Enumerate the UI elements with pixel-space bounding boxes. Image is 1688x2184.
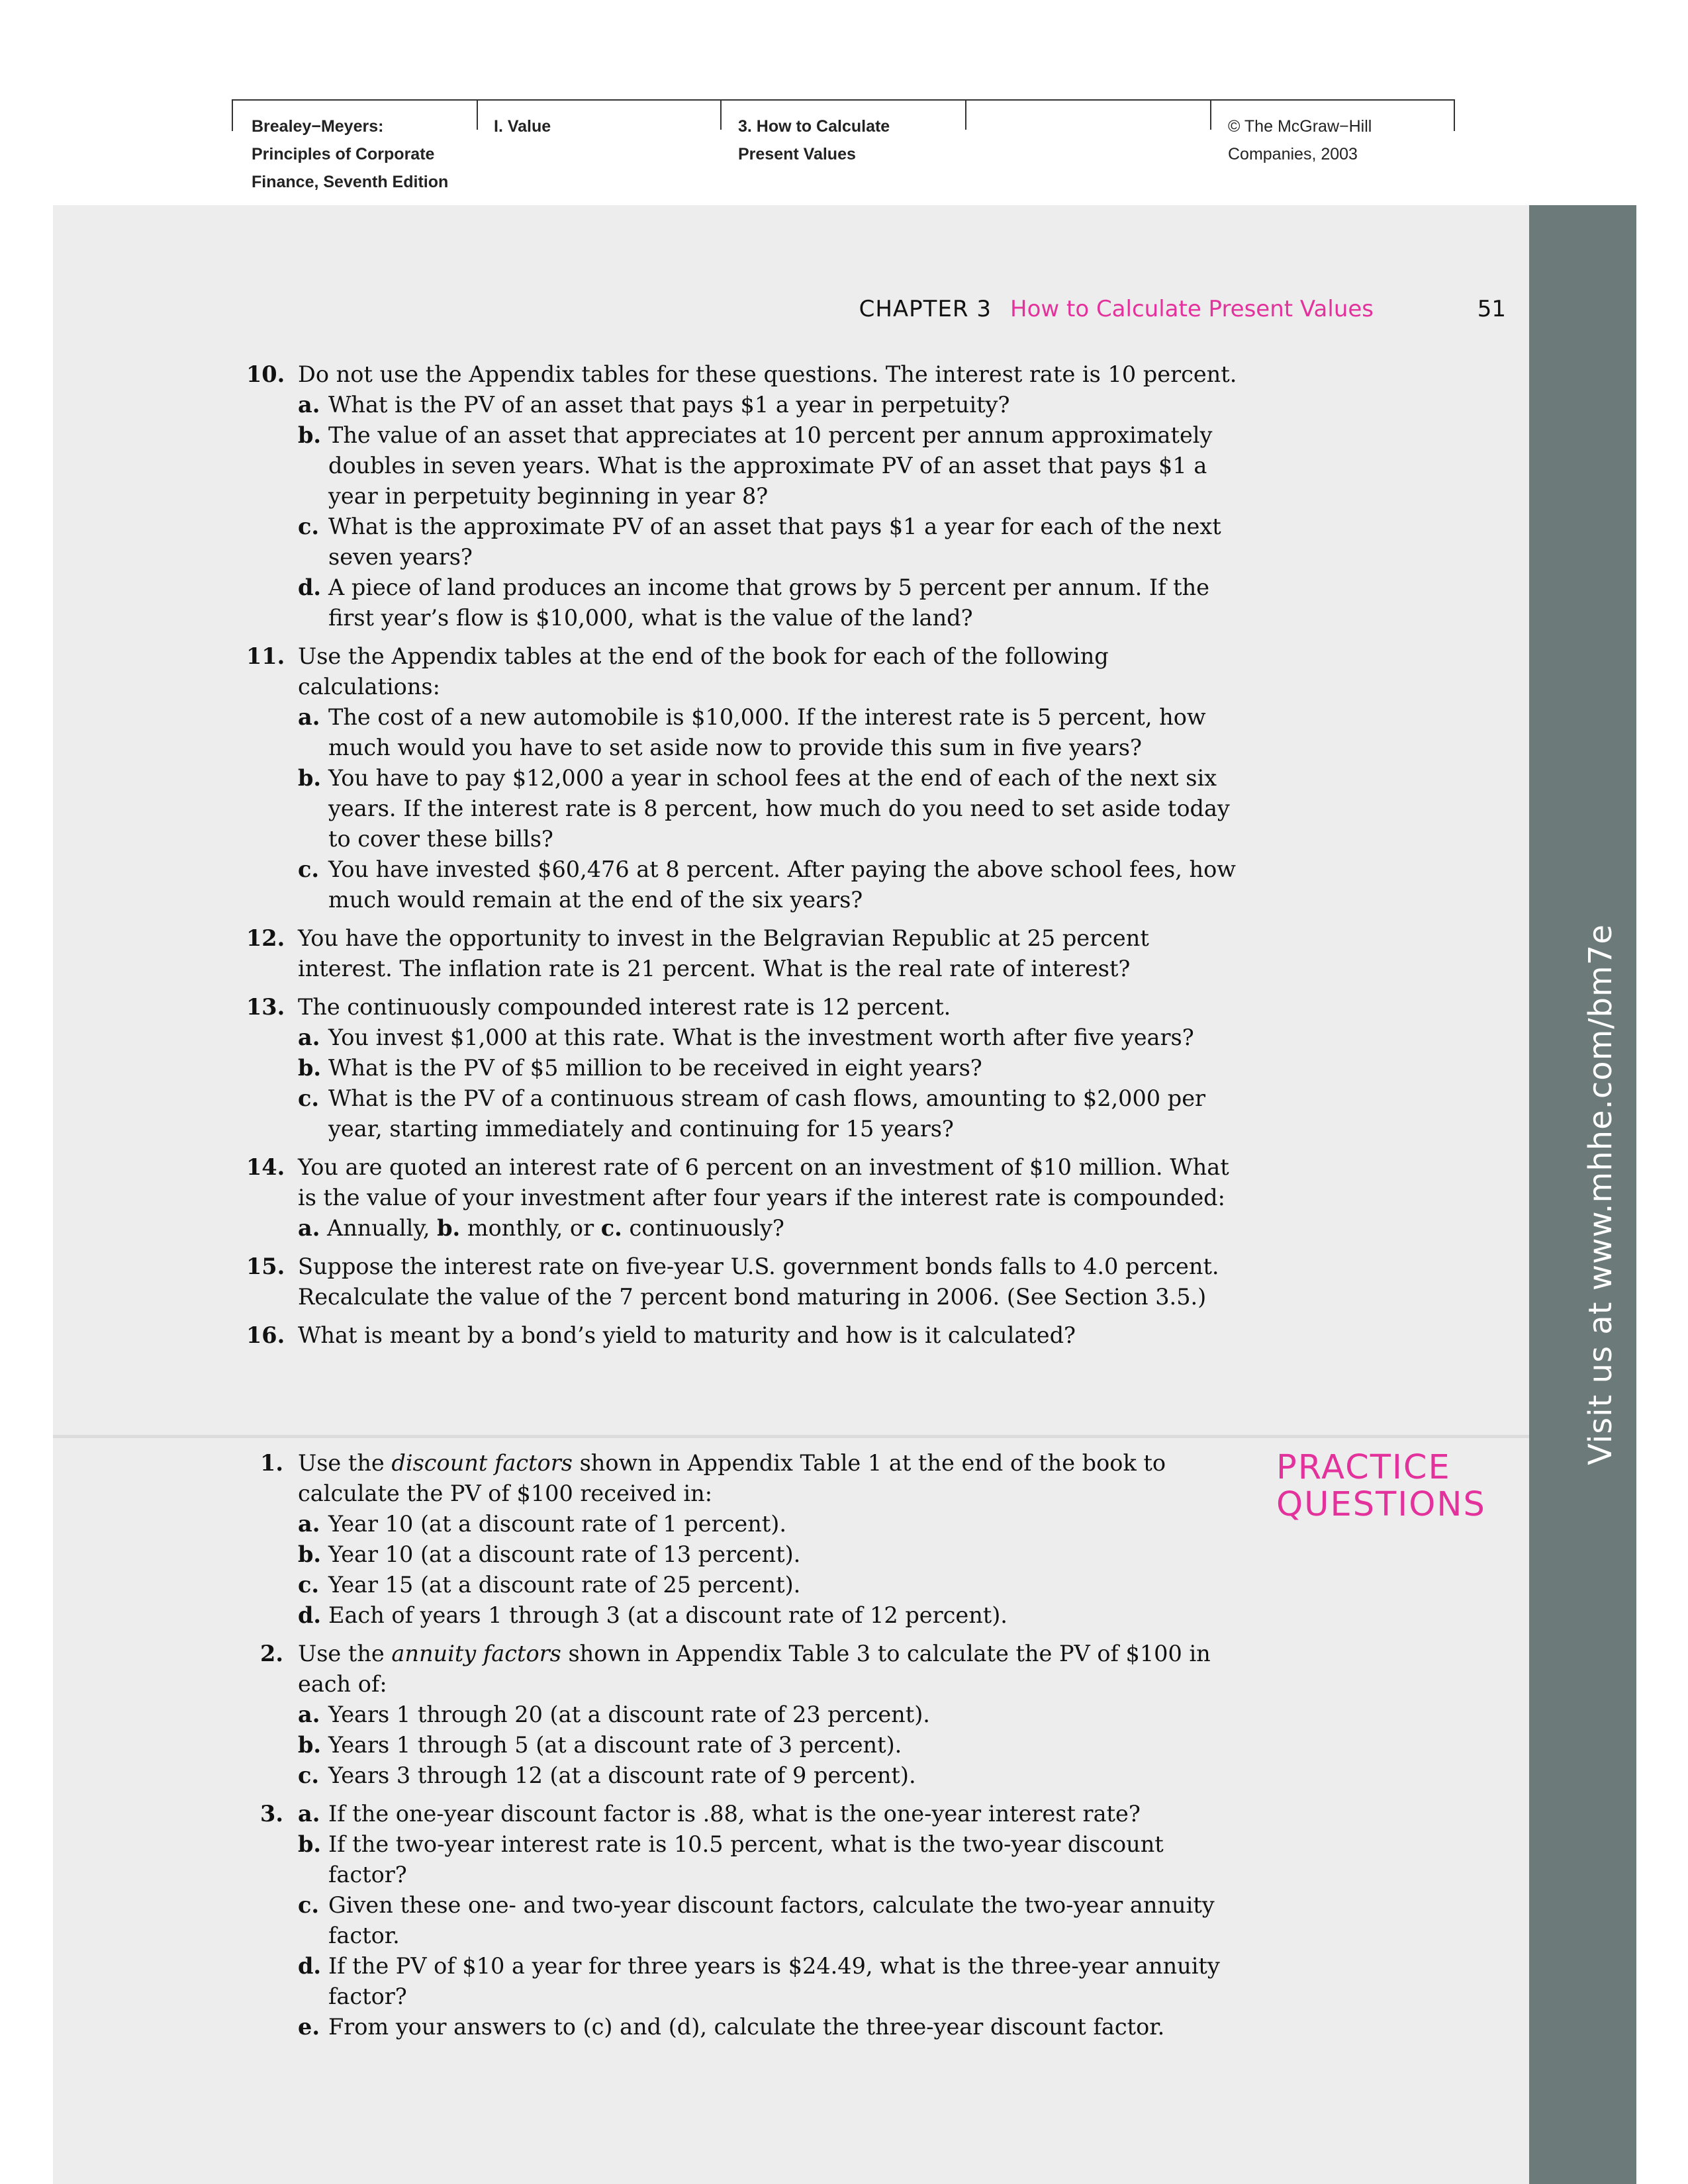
problem-number: 12. xyxy=(246,925,285,951)
problem-number: 2. xyxy=(260,1641,283,1666)
option-text: Annually, xyxy=(320,1215,438,1241)
subquestion xyxy=(298,1829,1246,1890)
section-divider xyxy=(53,1435,1529,1438)
compounding-options xyxy=(298,1213,1246,1244)
subquestion-label: a. xyxy=(298,1702,320,1727)
option-text: continuously? xyxy=(622,1215,784,1241)
problem-list xyxy=(246,359,1246,1359)
practice-item xyxy=(246,1448,1246,1631)
book-header xyxy=(232,99,1455,192)
subquestion-text: What is the PV of $5 million to be received in eight years? xyxy=(328,1055,982,1081)
subquestion-text: You invest $1,000 at this rate. What is the investment worth after five years? xyxy=(328,1024,1194,1050)
problem-item xyxy=(246,359,1246,633)
sidebar-url: Visit us at www.mhhe.com/bm7e xyxy=(1582,924,1619,1465)
subquestion-text: A piece of land produces an income that grows by 5 percent per annum. If the first year’s flow is $10,000, what is the value of the land? xyxy=(328,574,1210,631)
problem-number: 13. xyxy=(246,994,285,1020)
chapter-title: How to Calculate Present Values xyxy=(1010,296,1374,322)
subquestion xyxy=(298,512,1246,572)
subquestion-text: What is the approximate PV of an asset that pays $1 a year for each of the next seven years? xyxy=(328,514,1221,570)
header-copyright: © The McGraw−Hill Companies, 2003 xyxy=(1228,117,1372,163)
option-label: c. xyxy=(600,1215,622,1241)
problem-number: 14. xyxy=(246,1154,285,1180)
subquestion-text: The value of an asset that appreciates at 10 percent per annum approximately doubles in seven years. What is the approximate PV of an asset that pays $1 a year in perpetuity beginning in year 8? xyxy=(328,422,1213,509)
subquestion xyxy=(298,1730,1246,1760)
header-divider xyxy=(1210,99,1211,130)
subquestion-text: You have to pay $12,000 a year in school fees at the end of each of the next six years. If the interest rate is 8 percent, how much do you need to set aside today to cover these bills? xyxy=(328,765,1230,852)
subquestion-label: c. xyxy=(298,1572,320,1598)
subquestion-label: a. xyxy=(298,392,320,418)
header-part: I. Value xyxy=(494,117,551,136)
option-text: monthly, or xyxy=(460,1215,601,1241)
subquestion xyxy=(298,1600,1246,1631)
subquestion-text: Years 3 through 12 (at a discount rate of 9 percent). xyxy=(328,1762,916,1788)
subquestion xyxy=(298,1951,1246,2012)
subquestion-label: c. xyxy=(298,1762,320,1788)
subquestion-text: Year 15 (at a discount rate of 25 percent). xyxy=(328,1572,801,1598)
subquestion xyxy=(298,1760,1246,1791)
problem-item xyxy=(246,923,1246,984)
subquestion-text: Years 1 through 20 (at a discount rate of 23 percent). xyxy=(328,1702,930,1727)
problem-text: Do not use the Appendix tables for these questions. The interest rate is 10 percent. xyxy=(298,361,1237,387)
subquestion-text: What is the PV of a continuous stream of cash flows, amounting to $2,000 per year, starting immediately and continuing for 15 years? xyxy=(328,1085,1206,1142)
subquestion-text: Years 1 through 5 (at a discount rate of 3 percent). xyxy=(328,1732,902,1758)
subquestion xyxy=(298,420,1246,512)
problem-text: Use the Appendix tables at the end of the book for each of the following calculations: xyxy=(298,643,1109,700)
problem-number: 11. xyxy=(246,643,285,669)
subquestion xyxy=(298,854,1246,915)
problem-text: You are quoted an interest rate of 6 percent on an investment of $10 million. What is the value of your investment after four years if the interest rate is compounded: xyxy=(298,1154,1229,1210)
header-book-title: Brealey−Meyers: Principles of Corporate Finance, Seventh Edition xyxy=(252,117,449,191)
subquestion-text: Given these one- and two-year discount factors, calculate the two-year annuity factor. xyxy=(328,1892,1215,1948)
subquestion xyxy=(298,1570,1246,1600)
subquestion-label: b. xyxy=(298,765,322,791)
subquestion-label: a. xyxy=(298,1024,320,1050)
subquestion-label: c. xyxy=(298,856,320,882)
subquestion xyxy=(298,763,1246,854)
problem-number: 10. xyxy=(246,361,285,387)
subquestion-text: Each of years 1 through 3 (at a discount rate of 12 percent). xyxy=(328,1602,1008,1628)
subquestion-label: b. xyxy=(298,1732,322,1758)
subquestion-label: c. xyxy=(298,1892,320,1918)
problem-text: The continuously compounded interest rate is 12 percent. xyxy=(298,994,951,1020)
subquestion-text: The cost of a new automobile is $10,000. If the interest rate is 5 percent, how much would you have to set aside now to provide this sum in five years? xyxy=(328,704,1206,760)
option-label: a. xyxy=(298,1215,320,1241)
subquestion-label: a. xyxy=(298,1511,320,1537)
problem-text: What is meant by a bond’s yield to maturity and how is it calculated? xyxy=(298,1322,1076,1348)
subquestion-text: Year 10 (at a discount rate of 1 percent). xyxy=(328,1511,786,1537)
practice-questions-heading: PRACTICE QUESTIONS xyxy=(1276,1448,1486,1524)
subquestion-label: b. xyxy=(298,1055,322,1081)
subquestion-text: If the one-year discount factor is .88, what is the one-year interest rate? xyxy=(328,1801,1141,1827)
problem-number: 16. xyxy=(246,1322,285,1348)
chapter-label: CHAPTER 3 xyxy=(859,296,992,322)
header-divider xyxy=(477,99,478,130)
problem-number: 1. xyxy=(260,1450,283,1476)
subquestion xyxy=(298,1509,1246,1539)
problem-item xyxy=(246,641,1246,915)
subquestion-text: If the PV of $10 a year for three years is $24.49, what is the three-year annuity factor? xyxy=(328,1953,1220,2009)
problem-number: 3. xyxy=(260,1801,283,1827)
problem-item xyxy=(246,1320,1246,1351)
subquestion-text: Year 10 (at a discount rate of 13 percent). xyxy=(328,1541,801,1567)
subquestion xyxy=(298,1083,1246,1144)
problem-item xyxy=(246,1251,1246,1312)
subquestion-label: a. xyxy=(298,1801,320,1827)
subquestion-label: d. xyxy=(298,1953,322,1979)
problem-number: 15. xyxy=(246,1253,285,1279)
subquestion-label: c. xyxy=(298,1085,320,1111)
page-number: 51 xyxy=(1477,296,1506,322)
problem-text: Suppose the interest rate on five-year U.S. government bonds falls to 4.0 percent. Recalculate the value of the 7 percent bond maturing in 2006. (See Section 3.5.) xyxy=(298,1253,1219,1310)
header-divider xyxy=(720,99,722,130)
subquestion-text: You have invested $60,476 at 8 percent. After paying the above school fees, how much would remain at the end of the six years? xyxy=(328,856,1236,913)
subquestion-text: What is the PV of an asset that pays $1 a year in perpetuity? xyxy=(328,392,1010,418)
subquestion-text: If the two-year interest rate is 10.5 percent, what is the two-year discount factor? xyxy=(328,1831,1164,1888)
subquestion-label: b. xyxy=(298,1831,322,1857)
problem-text: Use the discount factors shown in Appendix Table 1 at the end of the book to calculate the PV of $100 received in: xyxy=(298,1450,1166,1506)
subquestion xyxy=(298,572,1246,633)
problem-item xyxy=(246,1152,1246,1244)
running-head xyxy=(53,296,1506,329)
subquestion-label: d. xyxy=(298,1602,322,1628)
subquestion xyxy=(298,1539,1246,1570)
header-chapter: 3. How to Calculate Present Values xyxy=(738,117,890,163)
practice-item xyxy=(246,1639,1246,1791)
practice-item xyxy=(246,1799,1246,2042)
subquestion xyxy=(298,1890,1246,1951)
subquestion xyxy=(298,390,1246,420)
subquestion-label: b. xyxy=(298,1541,322,1567)
option-label: b. xyxy=(437,1215,461,1241)
subquestion xyxy=(298,2012,1246,2042)
subquestion xyxy=(298,702,1246,763)
header-divider xyxy=(965,99,966,130)
problem-text: You have the opportunity to invest in the Belgravian Republic at 25 percent interest. The inflation rate is 21 percent. What is the real rate of interest? xyxy=(298,925,1149,981)
subquestion xyxy=(298,1053,1246,1083)
subquestion xyxy=(298,1023,1246,1053)
subquestion-label: e. xyxy=(298,2014,320,2040)
problem-text: Use the annuity factors shown in Appendix Table 3 to calculate the PV of $100 in each of: xyxy=(298,1641,1211,1697)
subquestion xyxy=(298,1799,1246,1829)
subquestion-label: a. xyxy=(298,704,320,730)
subquestion xyxy=(298,1700,1246,1730)
subquestion-label: d. xyxy=(298,574,322,600)
emphasis-term: discount factors xyxy=(391,1450,573,1476)
emphasis-term: annuity factors xyxy=(391,1641,561,1666)
practice-list xyxy=(246,1448,1246,2050)
subquestion-text: From your answers to (c) and (d), calculate the three-year discount factor. xyxy=(328,2014,1165,2040)
subquestion-label: c. xyxy=(298,514,320,539)
problem-item xyxy=(246,992,1246,1144)
subquestion-label: b. xyxy=(298,422,322,448)
